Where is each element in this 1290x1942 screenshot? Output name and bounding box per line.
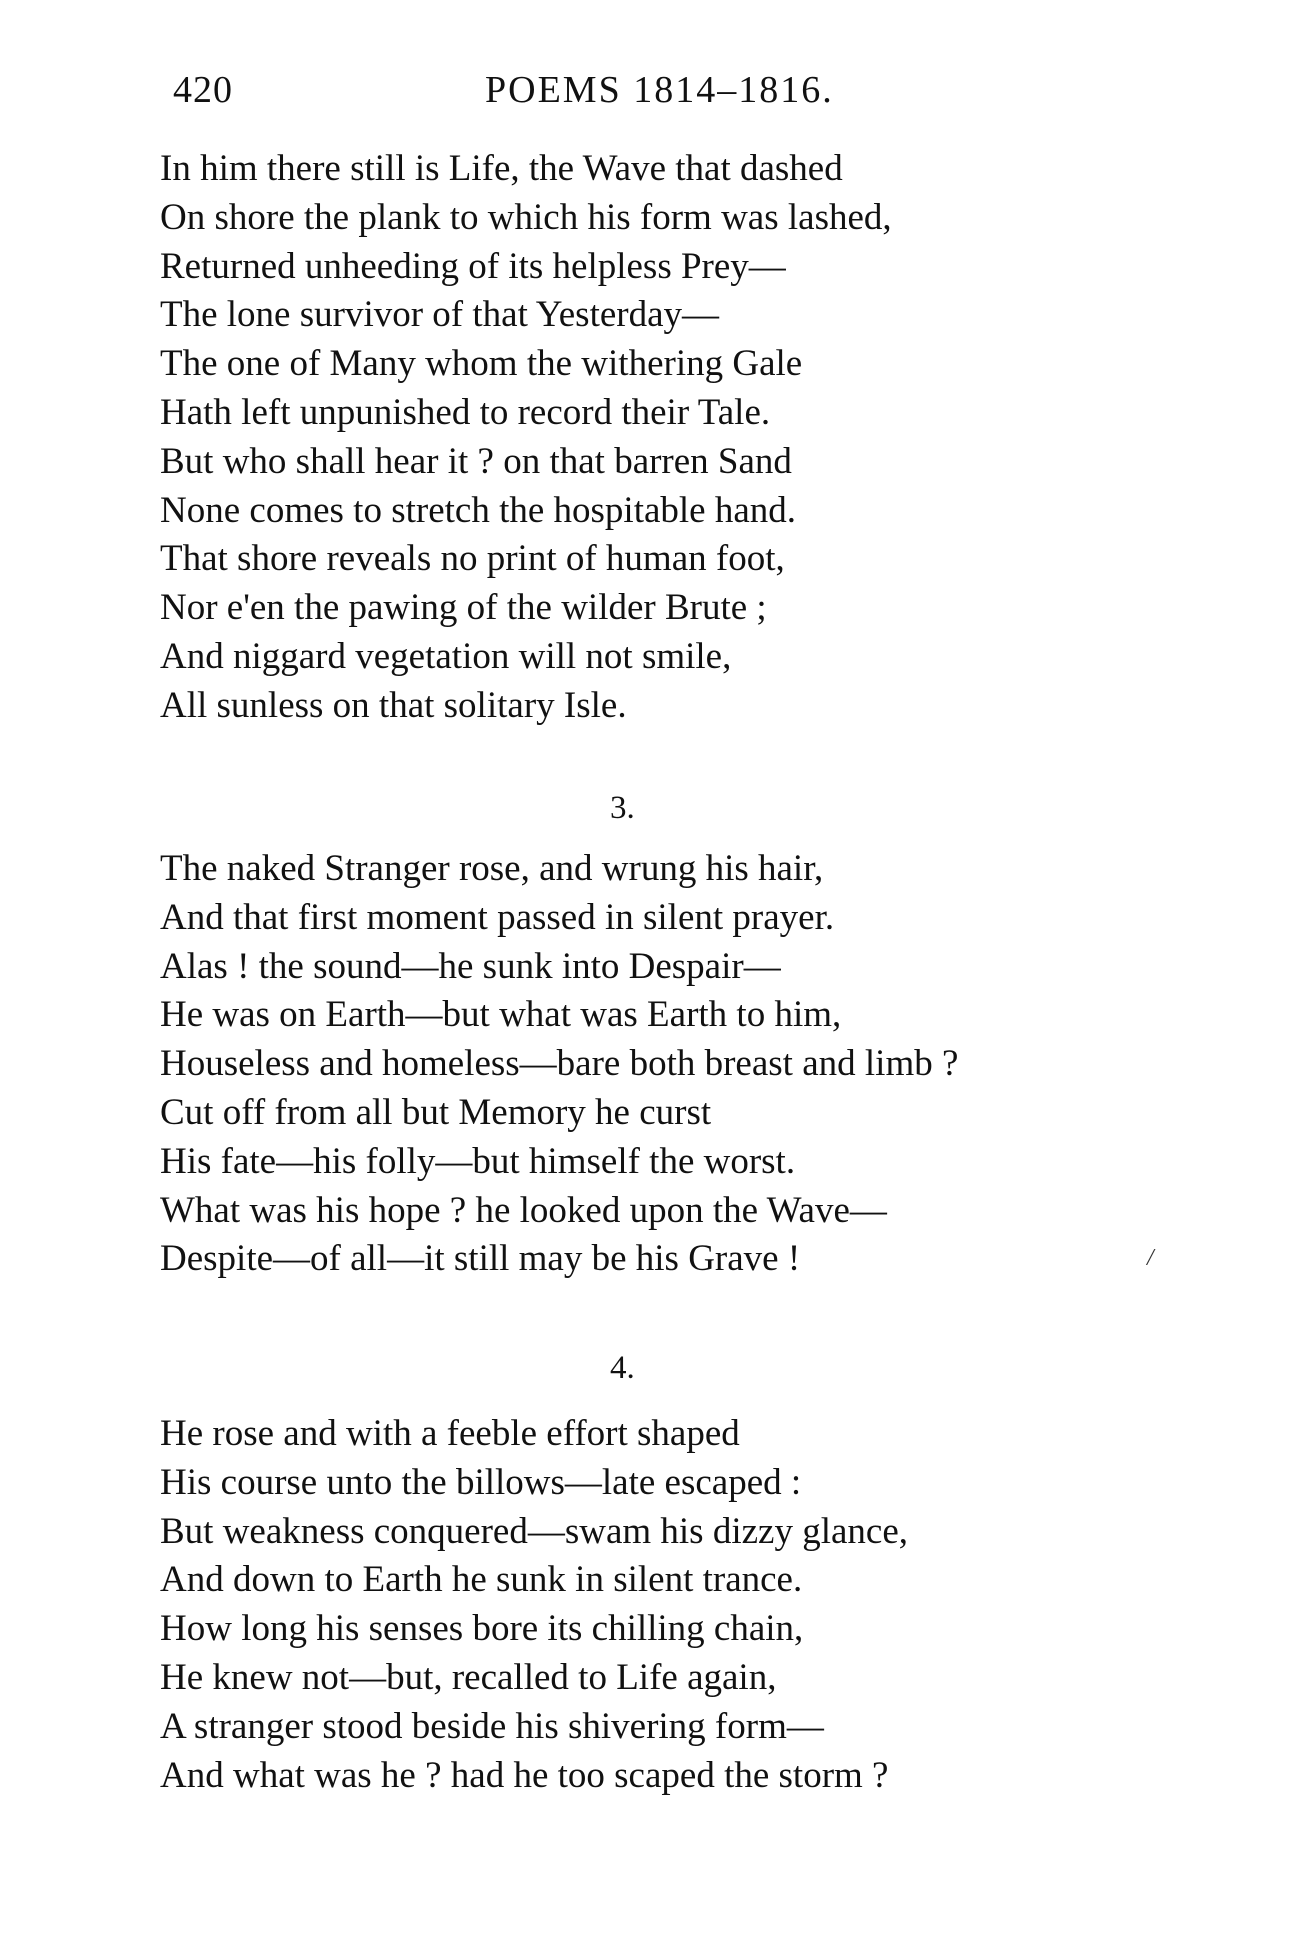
margin-mark: / xyxy=(1147,1245,1154,1271)
poem-line: What was his hope ? he looked upon the Wave— xyxy=(160,1189,887,1231)
stanza-number: 3. xyxy=(610,790,635,826)
poem-line: He rose and with a feeble effort shaped xyxy=(160,1413,740,1454)
poem-line: None comes to stretch the hospitable hand. xyxy=(160,489,797,531)
poem-line: And what was he ? had he too scaped the storm ? xyxy=(160,1754,889,1796)
poem-line: Returned unheeding of its helpless Prey— xyxy=(160,245,786,287)
poem-line: On shore the plank to which his form was lashed, xyxy=(160,196,892,238)
poem-line: But weakness conquered—swam his dizzy glance, xyxy=(160,1510,909,1552)
poem-line: But who shall hear it ? on that barren Sand xyxy=(160,440,792,482)
poem-line: How long his senses bore its chilling chain, xyxy=(160,1608,804,1650)
poem-line: Cut off from all but Memory he curst xyxy=(160,1091,712,1133)
stanza-4 xyxy=(160,1410,908,1800)
poem-line: Nor e'en the pawing of the wilder Brute ; xyxy=(160,587,767,629)
poem-line: The naked Stranger rose, and wrung his hair, xyxy=(160,848,824,889)
poem-line: That shore reveals no print of human foot, xyxy=(160,538,785,580)
poem-line: He knew not—but, recalled to Life again, xyxy=(160,1656,777,1698)
poem-line: The lone survivor of that Yesterday— xyxy=(160,294,720,336)
poem-line: His course unto the billows—late escaped : xyxy=(160,1461,802,1503)
poem-line: And niggard vegetation will not smile, xyxy=(160,635,732,677)
poem-line: He was on Earth—but what was Earth to him, xyxy=(160,994,842,1036)
poem-line: Houseless and homeless—bare both breast and limb ? xyxy=(160,1043,959,1085)
poem-line: A stranger stood beside his shivering form— xyxy=(160,1705,824,1747)
poem-line: And down to Earth he sunk in silent trance. xyxy=(160,1559,803,1601)
stanza-3 xyxy=(160,845,958,1284)
poem-line: Alas ! the sound—he sunk into Despair— xyxy=(160,945,781,987)
poem-line: And that first moment passed in silent prayer. xyxy=(160,896,835,938)
poem-line: In him there still is Life, the Wave that dashed xyxy=(160,148,843,189)
poem-line: Hath left unpunished to record their Tale. xyxy=(160,391,771,433)
stanza-number: 4. xyxy=(610,1350,635,1386)
stanza-2-continued xyxy=(160,145,892,731)
poem-line: The one of Many whom the withering Gale xyxy=(160,343,803,385)
poem-line: His fate—his folly—but himself the worst. xyxy=(160,1140,796,1182)
poem-line: Despite—of all—it still may be his Grave ! xyxy=(160,1238,801,1280)
poem-line: All sunless on that solitary Isle. xyxy=(160,684,627,726)
running-head: POEMS 1814–1816. xyxy=(485,69,834,111)
page-number: 420 xyxy=(173,69,233,111)
